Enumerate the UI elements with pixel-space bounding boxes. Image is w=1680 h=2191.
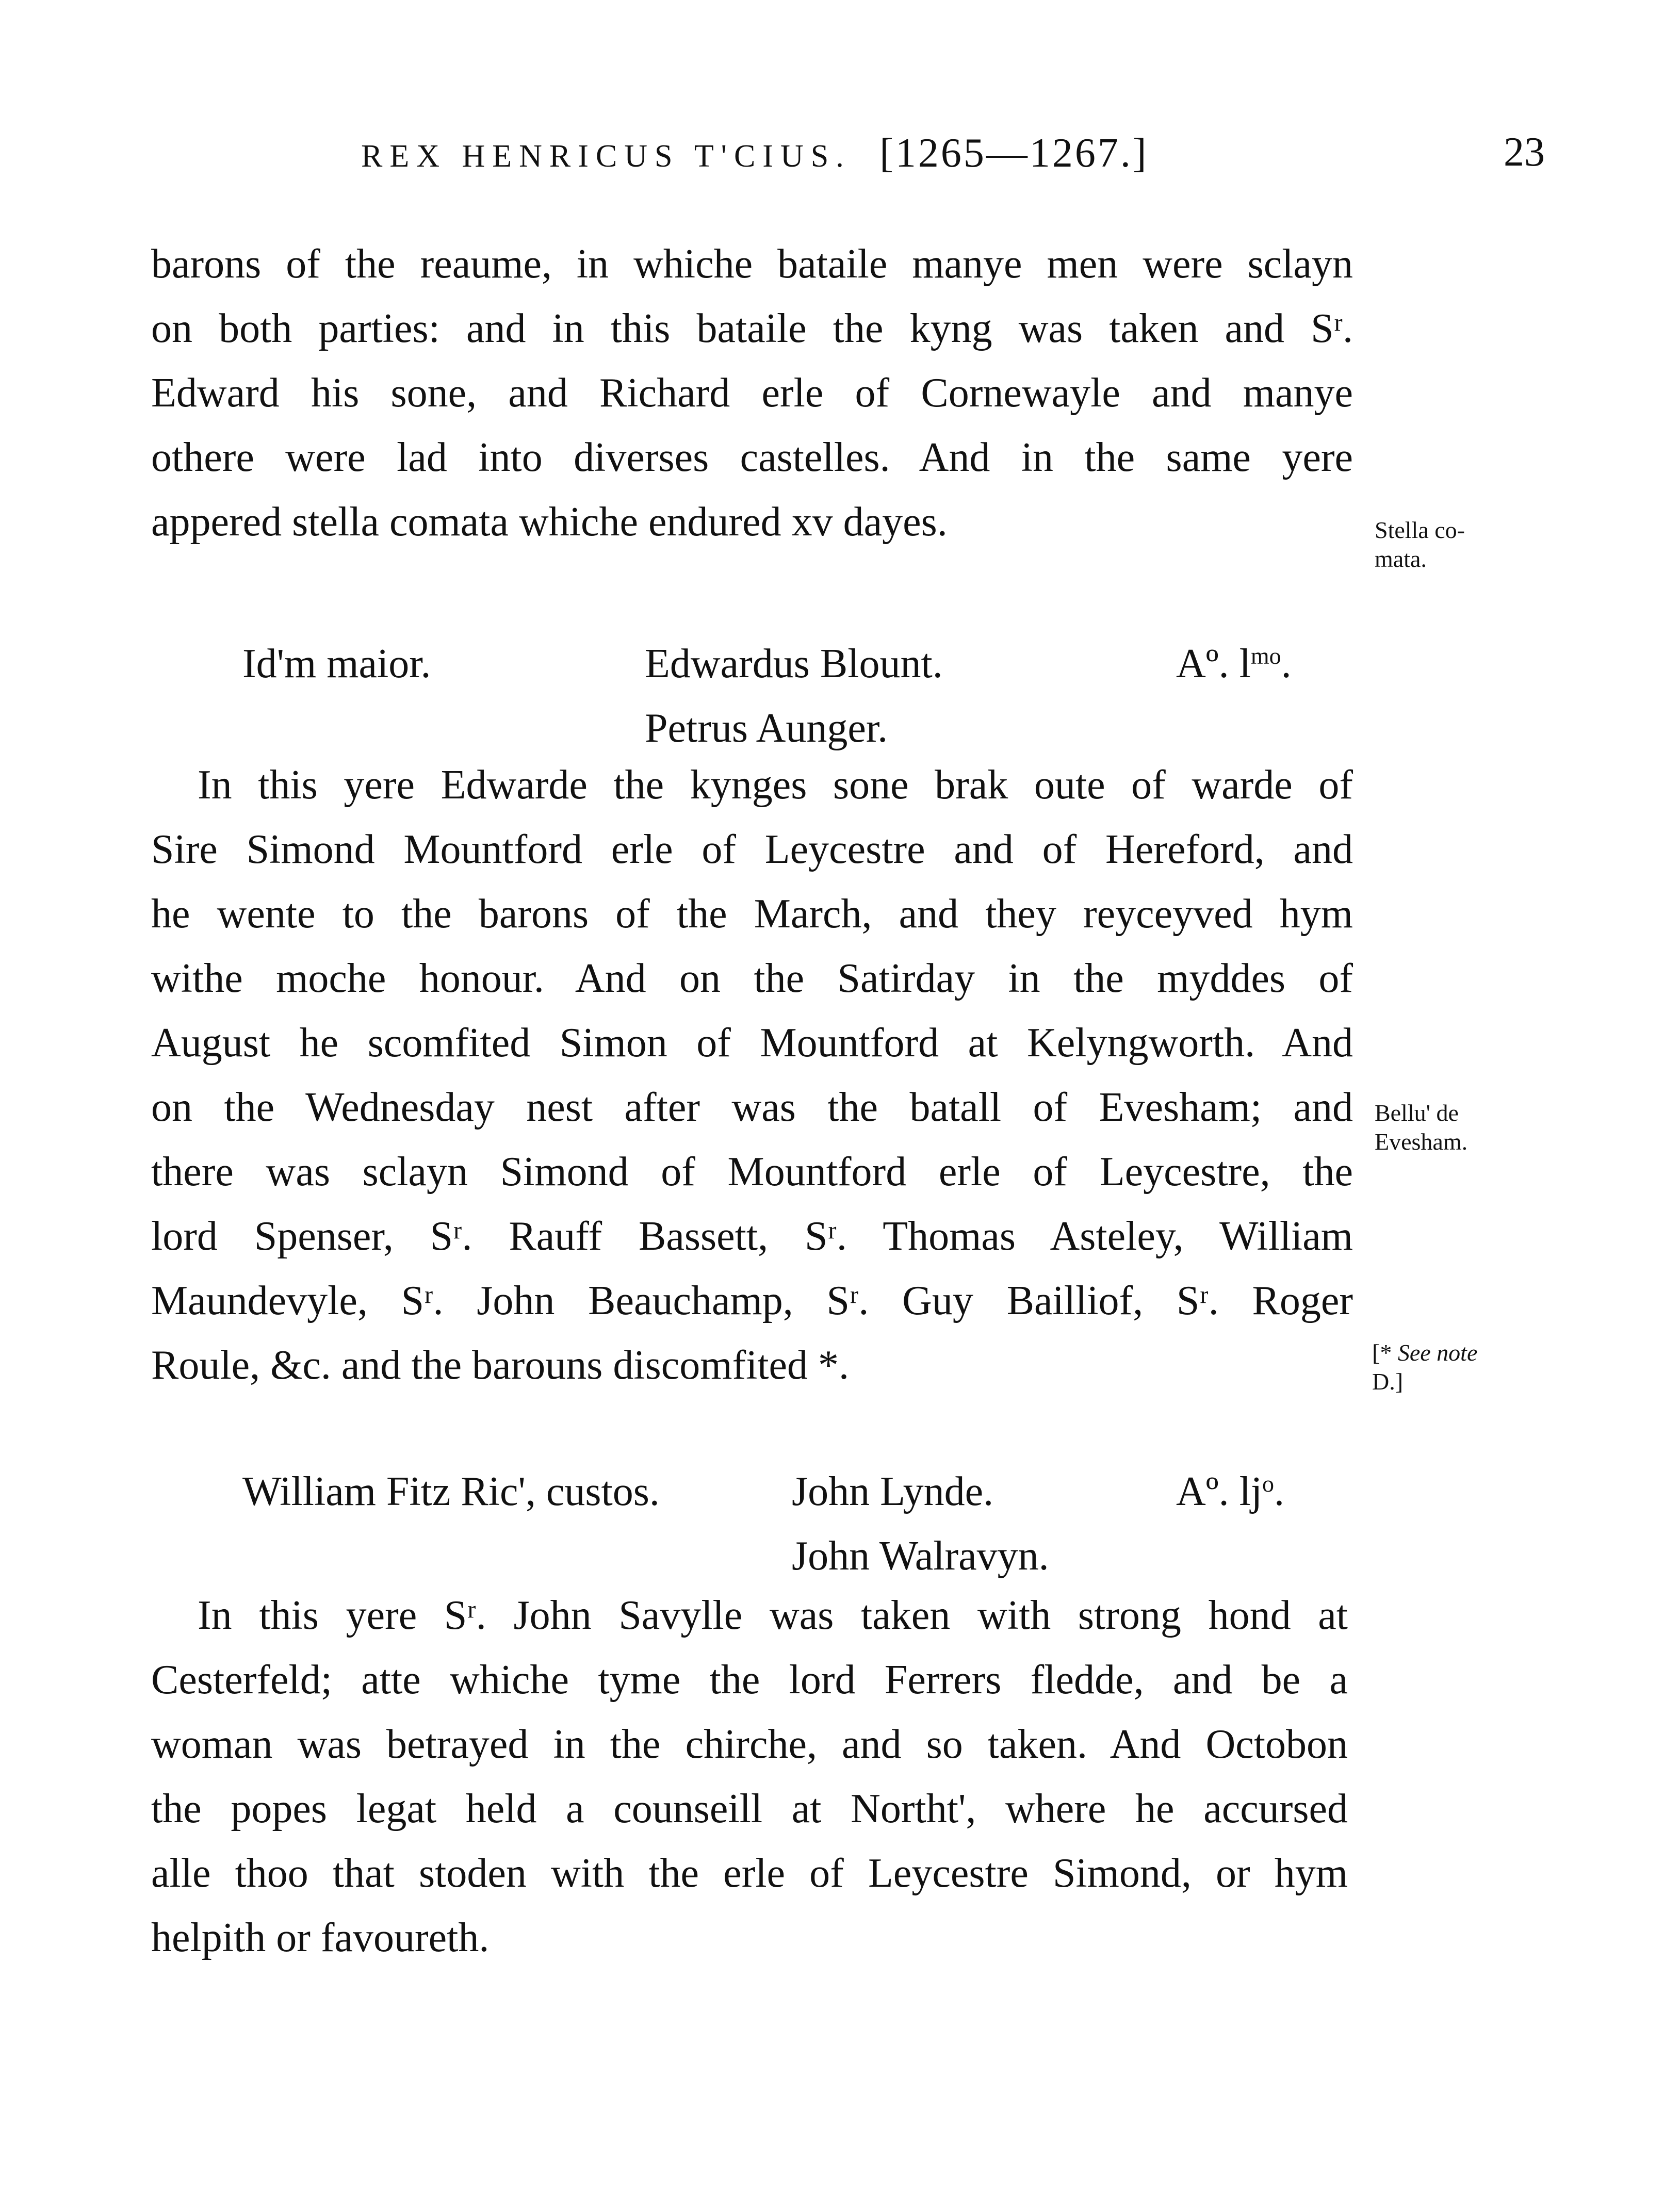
text-line: In this yere Sʳ. John Savylle was taken with strong hond at xyxy=(198,1593,1348,1638)
text-line: on both parties: and in this bataile the kyng was taken and Sʳ. xyxy=(151,306,1353,351)
running-title: REX HENRICUS T'CIUS. xyxy=(361,139,851,174)
mayor-name: Id'm maior. xyxy=(242,641,431,686)
margin-note-line: Evesham. xyxy=(1375,1129,1468,1155)
margin-note-line: mata. xyxy=(1375,546,1427,572)
margin-note-line: D.] xyxy=(1372,1368,1404,1395)
text-line: woman was betrayed in the chirche, and so taken. And Octobon xyxy=(151,1722,1348,1767)
margin-note-bracket: [* xyxy=(1372,1339,1392,1366)
sheriff-name: Edwardus Blount. xyxy=(645,641,943,686)
sheriff-name: John Walravyn. xyxy=(792,1533,1049,1579)
text-line: withe moche honour. And on the Satirday in the myddes of xyxy=(151,956,1353,1001)
text-line: othere were lad into diverses castelles. And in the same yere xyxy=(151,435,1353,480)
text-line: appered stella comata whiche endured xv dayes. xyxy=(151,499,948,545)
text-line: In this yere Edwarde the kynges sone brak oute of warde of xyxy=(198,762,1353,808)
regnal-year-suffix: . xyxy=(1281,641,1292,686)
running-header xyxy=(361,130,1149,177)
text-line: lord Spenser, Sʳ. Rauff Bassett, Sʳ. Thomas Asteley, William xyxy=(151,1214,1353,1259)
margin-note-bellum-evesham xyxy=(1375,1099,1467,1156)
sheriff-name: Petrus Aunger. xyxy=(645,706,888,751)
header-years: [1265—1267.] xyxy=(879,130,1149,176)
regnal-year-superscript: mo xyxy=(1250,643,1281,669)
regnal-year xyxy=(1176,1460,1284,1524)
text-line: there was sclayn Simond of Mountford erle of Leycestre, the xyxy=(151,1149,1353,1195)
text-line: the popes legat held a counseill at Northt', where he accursed xyxy=(151,1786,1348,1832)
text-line: Cesterfeld; atte whiche tyme the lord Ferrers fledde, and be a xyxy=(151,1657,1348,1703)
margin-note-line: Bellu' de xyxy=(1375,1100,1459,1126)
mayor-name: William Fitz Ric', custos. xyxy=(242,1469,660,1514)
text-line: he wente to the barons of the March, and they reyceyved hym xyxy=(151,891,1353,937)
regnal-year-text: Aº. lj xyxy=(1176,1469,1263,1514)
margin-note-line: Stella co- xyxy=(1375,517,1465,543)
text-line: Edward his sone, and Richard erle of Cornewayle and manye xyxy=(151,370,1353,416)
margin-note-stella-comata xyxy=(1375,516,1465,574)
text-line: helpith or favoureth. xyxy=(151,1915,490,1960)
regnal-year-superscript: o xyxy=(1262,1470,1275,1497)
paragraph-3 xyxy=(151,1583,1348,1970)
paragraph-1 xyxy=(151,232,1353,554)
sheriff-name: John Lynde. xyxy=(792,1469,994,1514)
text-line: alle thoo that stoden with the erle of Leycestre Simond, or hym xyxy=(151,1851,1348,1896)
regnal-year-suffix: . xyxy=(1274,1469,1285,1514)
text-line: August he scomfited Simon of Mountford at Kelyngworth. And xyxy=(151,1020,1353,1066)
margin-note-reference: See note xyxy=(1397,1339,1478,1366)
page-number: 23 xyxy=(1504,129,1545,175)
text-line: Sire Simond Mountford erle of Leycestre and of Hereford, and xyxy=(151,827,1353,872)
regnal-year-text: Aº. l xyxy=(1176,641,1251,686)
text-line: on the Wednesday nest after was the batall of Evesham; and xyxy=(151,1085,1353,1130)
text-line: barons of the reaume, in whiche bataile manye men were sclayn xyxy=(151,241,1353,287)
margin-note-line xyxy=(1372,1338,1477,1367)
paragraph-2 xyxy=(151,753,1353,1398)
regnal-year xyxy=(1176,632,1292,696)
text-line: Maundevyle, Sʳ. John Beauchamp, Sʳ. Guy Bailliof, Sʳ. Roger xyxy=(151,1278,1353,1323)
margin-note-see-note xyxy=(1372,1338,1477,1396)
text-line: Roule, &c. and the barouns discomfited *. xyxy=(151,1343,850,1388)
